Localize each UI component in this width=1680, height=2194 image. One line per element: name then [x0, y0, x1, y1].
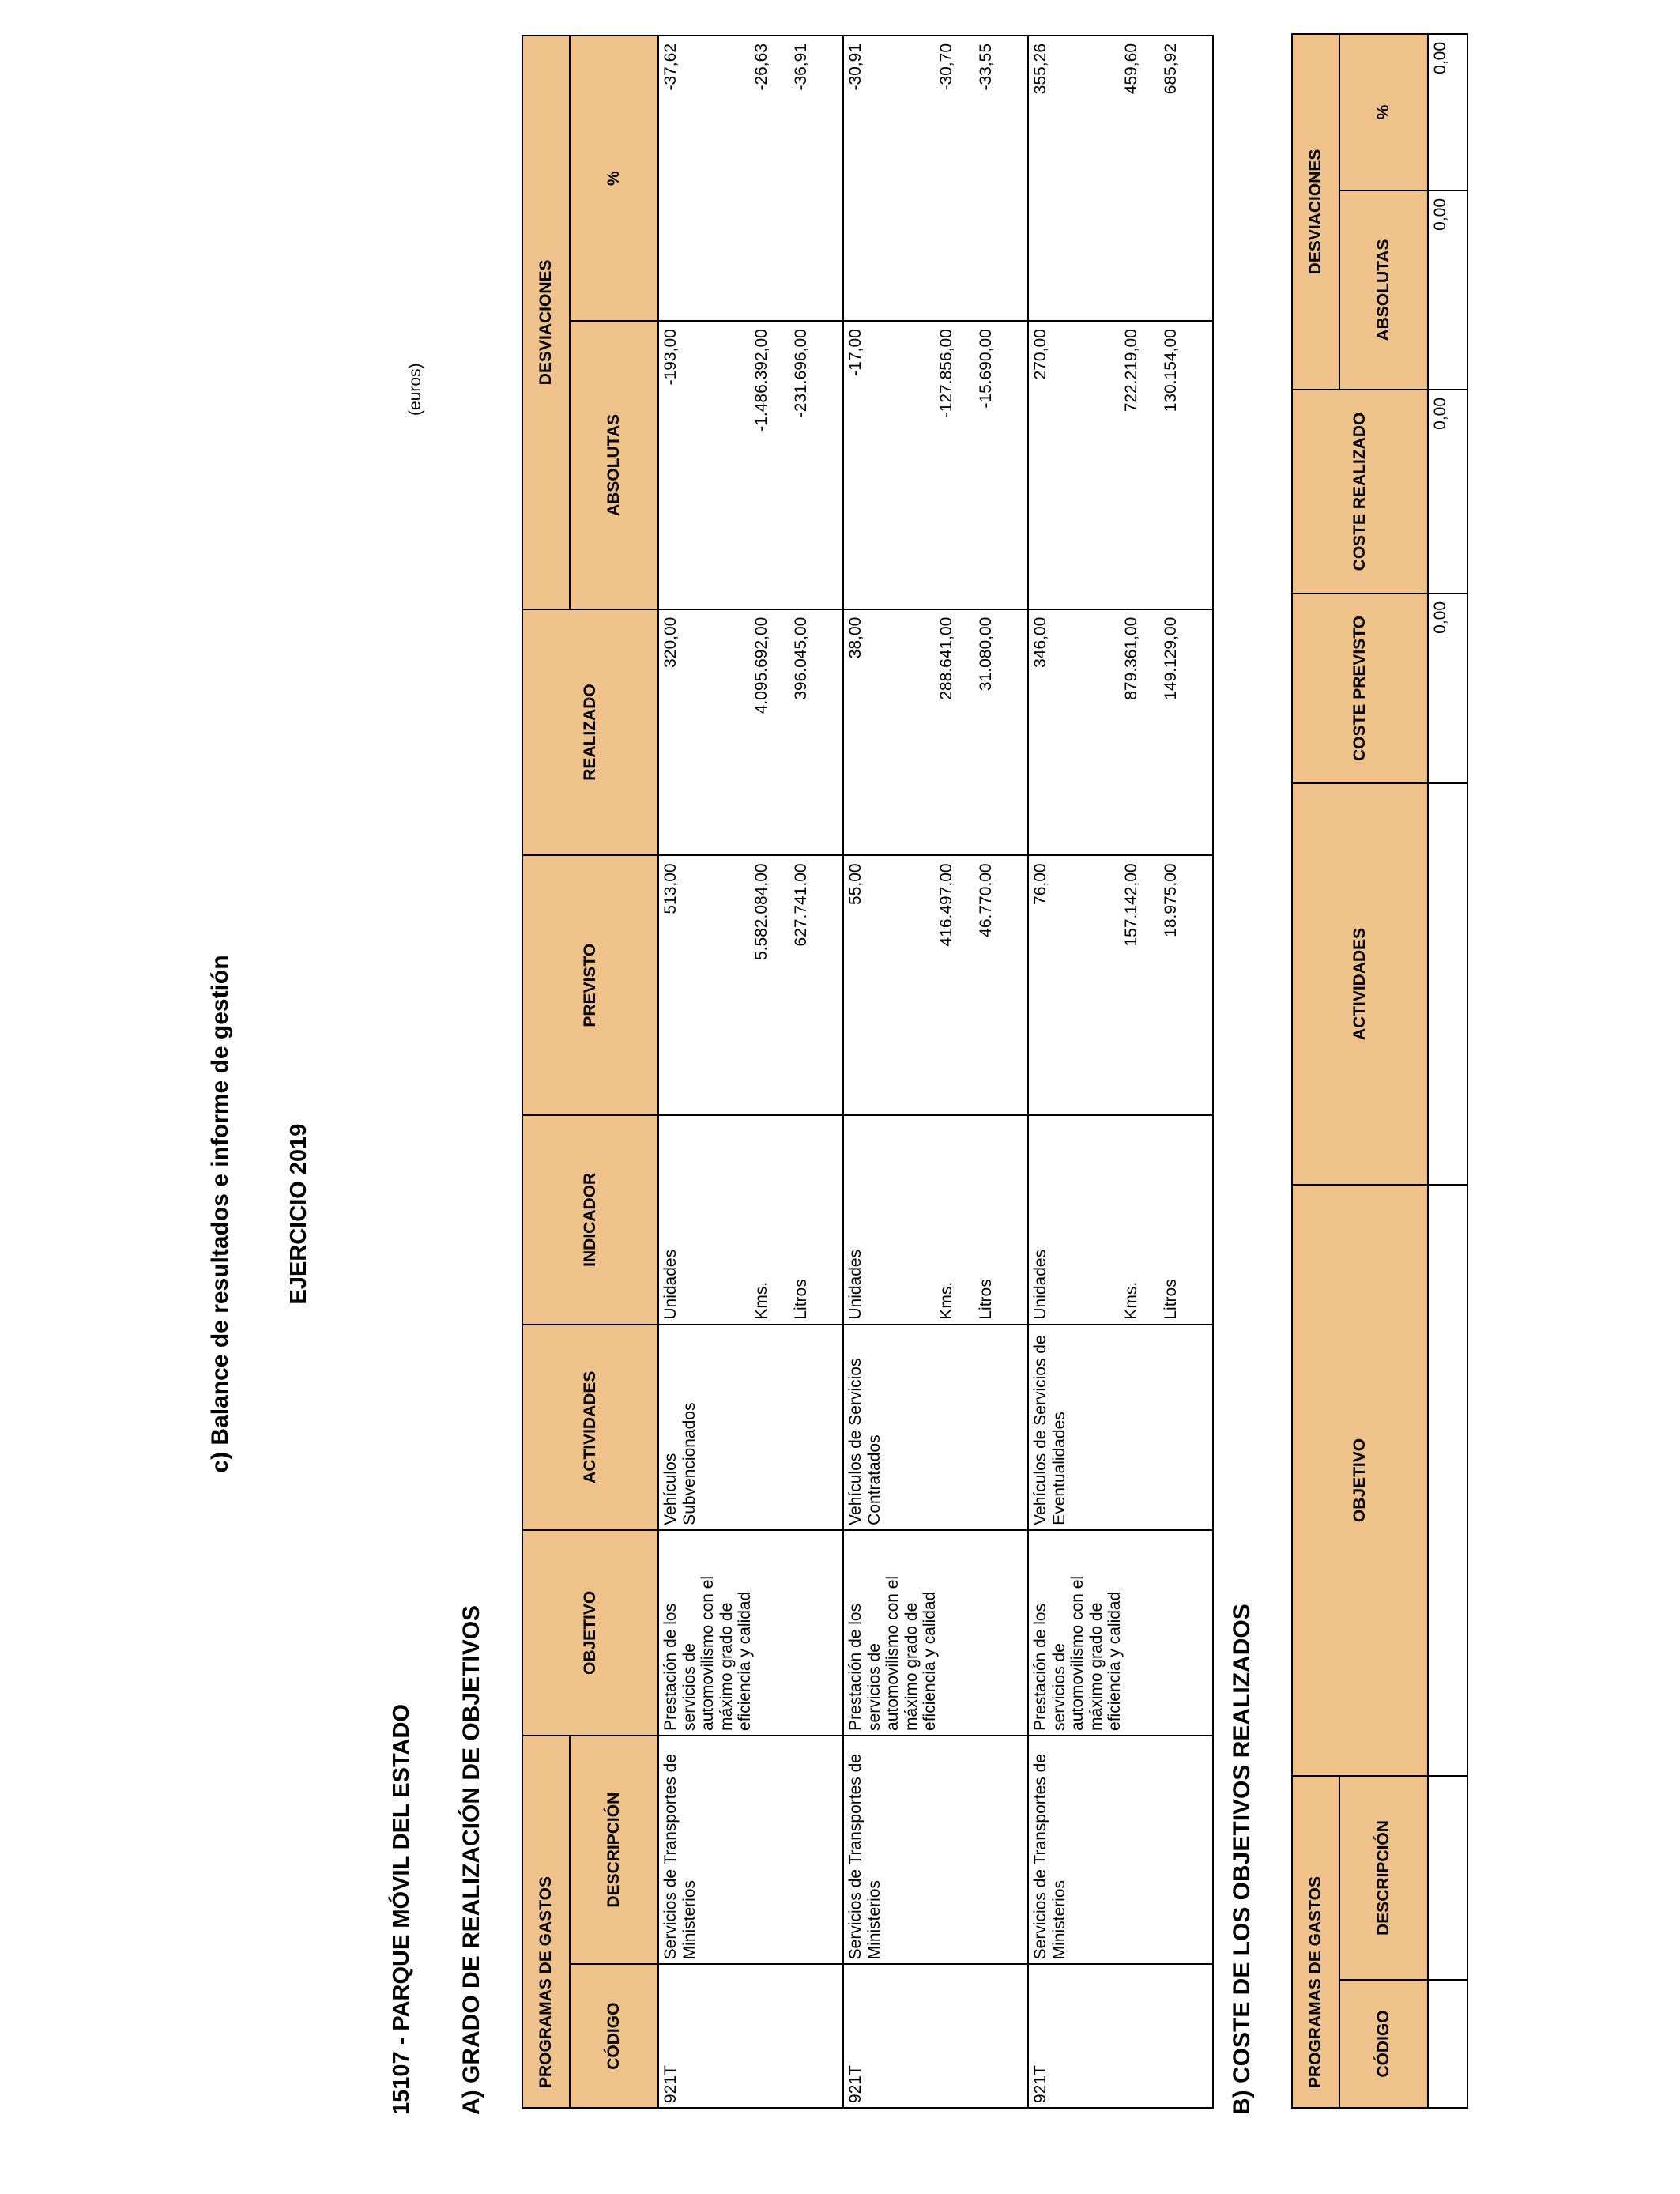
cell-pct-value: 685,92 [1162, 43, 1180, 95]
cell-realizado-value: 320,00 [661, 616, 680, 668]
cell-pct-value: -30,91 [846, 43, 864, 91]
table-row [1028, 36, 1213, 2108]
cell-pct-value: 355,26 [1031, 43, 1049, 95]
cell-codigo [658, 1964, 843, 2108]
cell-previsto-value: 627.741,00 [792, 863, 810, 947]
header-pct: % [570, 36, 658, 321]
objectives-table [522, 35, 1214, 2109]
header-coste-realizado: COSTE REALIZADO [1292, 390, 1428, 594]
cell-pct-value: -26,63 [752, 43, 770, 91]
cell-realizado [843, 609, 1028, 856]
header-pct-b: % [1339, 34, 1428, 190]
cost-table [1291, 33, 1468, 2109]
cell-indicador-value: Kms. [937, 1281, 955, 1320]
cell-indicador-value: Unidades [846, 1249, 864, 1320]
cell-previsto-value: 513,00 [661, 863, 680, 914]
cell-absolutas-value: -231.696,00 [792, 329, 810, 418]
cell-actividades [1028, 1325, 1213, 1530]
cell-absolutas-value: -127.856,00 [937, 329, 955, 418]
cell-realizado-value: 149.129,00 [1162, 616, 1180, 700]
cell-previsto-value: 5.582.084,00 [752, 863, 770, 961]
cell-realizado-value: 288.641,00 [937, 616, 955, 700]
cell-indicador-value: Litros [1162, 1279, 1180, 1320]
cell-codigo [1028, 1964, 1213, 2108]
cell-previsto [1028, 855, 1213, 1115]
units-label: (euros) [406, 363, 424, 416]
cell-absolutas-value: -17,00 [846, 329, 864, 376]
header-desviaciones: DESVIACIONES [522, 36, 570, 609]
cell-absolutas-value: -193,00 [661, 329, 680, 386]
cell-actividades-text: Vehículos de Servicios Contratados [846, 1358, 883, 1525]
report-title: c) Balance de resultados e informe de gestión [207, 955, 233, 1473]
cell-coste-realizado: 0,00 [1428, 390, 1467, 594]
cell-pct: 0,00 [1428, 34, 1467, 190]
cell-indicador [1028, 1115, 1213, 1325]
cell-objetivo [1428, 1185, 1467, 1776]
header-codigo: CÓDIGO [570, 1964, 658, 2108]
section-a-title: A) GRADO DE REALIZACIÓN DE OBJETIVOS [458, 1604, 484, 2115]
cell-realizado [658, 609, 843, 856]
cell-absolutas-value: 722.219,00 [1122, 329, 1140, 413]
cell-actividades [1428, 783, 1467, 1185]
cell-pct-value: 459,60 [1122, 43, 1140, 95]
cell-absolutas: 0,00 [1428, 190, 1467, 390]
cell-absolutas [658, 321, 843, 609]
table-row [658, 36, 843, 2108]
cell-actividades [843, 1325, 1028, 1530]
cell-pct [843, 36, 1028, 321]
cell-codigo [1428, 1980, 1467, 2108]
cell-previsto-value: 18.975,00 [1162, 863, 1180, 937]
cell-actividades-text: Vehículos Subvencionados [661, 1402, 699, 1525]
cell-objetivo [843, 1530, 1028, 1736]
cell-codigo-text: 921T [661, 2065, 680, 2103]
cell-indicador [658, 1115, 843, 1325]
cell-pct [1028, 36, 1213, 321]
cell-objetivo-text: Prestación de los servicios de automovilismo con el máximo grado de eficiencia y calidad [846, 1575, 940, 1731]
cell-objetivo [1028, 1530, 1213, 1736]
cell-previsto-value: 76,00 [1031, 863, 1049, 905]
cell-descripcion-text: Servicios de Transportes de Ministerios [1031, 1754, 1068, 1960]
cell-previsto-value: 416.497,00 [937, 863, 955, 947]
cell-pct [658, 36, 843, 321]
cell-previsto-value: 55,00 [846, 863, 864, 905]
cell-realizado-value: 38,00 [846, 616, 864, 659]
cell-descripcion [658, 1736, 843, 1964]
cell-objetivo-text: Prestación de los servicios de automovilismo con el máximo grado de eficiencia y calidad [1031, 1575, 1124, 1731]
section-b-title: B) COSTE DE LOS OBJETIVOS REALIZADOS [1229, 1604, 1255, 2115]
header-actividades-b: ACTIVIDADES [1292, 783, 1428, 1185]
cell-indicador-value: Unidades [661, 1249, 680, 1320]
header-absolutas-b: ABSOLUTAS [1339, 190, 1428, 390]
exercise-year: EJERCICIO 2019 [286, 1123, 311, 1305]
cell-previsto-value: 157.142,00 [1122, 863, 1140, 947]
cell-indicador-value: Unidades [1031, 1249, 1049, 1320]
cell-previsto [658, 855, 843, 1115]
header-programas: PROGRAMAS DE GASTOS [522, 1736, 570, 2108]
cell-codigo-text: 921T [846, 2065, 864, 2103]
organization-title: 15107 - PARQUE MÓVIL DEL ESTADO [389, 1704, 414, 2115]
cell-actividades [658, 1325, 843, 1530]
table-row [843, 36, 1028, 2108]
header-indicador: INDICADOR [522, 1115, 658, 1325]
cell-pct-value: -36,91 [792, 43, 810, 91]
cell-descripcion-text: Servicios de Transportes de Ministerios [846, 1754, 883, 1960]
cell-realizado [1028, 609, 1213, 856]
cell-codigo [843, 1964, 1028, 2108]
header-objetivo-b: OBJETIVO [1292, 1185, 1428, 1776]
cell-absolutas [843, 321, 1028, 609]
table-row [1428, 34, 1467, 2108]
cell-indicador-value: Kms. [752, 1281, 770, 1320]
cell-descripcion [1028, 1736, 1213, 1964]
cell-absolutas-value: -1.486.392,00 [752, 329, 770, 432]
cell-previsto-value: 46.770,00 [977, 863, 995, 937]
cell-coste-previsto: 0,00 [1428, 594, 1467, 783]
cell-realizado-value: 4.095.692,00 [752, 616, 770, 714]
cell-indicador-value: Litros [792, 1279, 810, 1320]
cell-pct-value: -30,70 [937, 43, 955, 91]
cell-absolutas-value: 130.154,00 [1162, 329, 1180, 413]
header-absolutas: ABSOLUTAS [570, 321, 658, 609]
cell-realizado-value: 396.045,00 [792, 616, 810, 700]
cell-absolutas-value: -15.690,00 [977, 329, 995, 409]
cell-realizado-value: 346,00 [1031, 616, 1049, 668]
header-descripcion-b: DESCRIPCIÓN [1339, 1776, 1428, 1980]
cell-objetivo [658, 1530, 843, 1736]
cell-objetivo-text: Prestación de los servicios de automovilismo con el máximo grado de eficiencia y calidad [661, 1575, 755, 1731]
cell-indicador-value: Litros [977, 1279, 995, 1320]
header-desviaciones-b: DESVIACIONES [1292, 34, 1339, 390]
header-codigo-b: CÓDIGO [1339, 1980, 1428, 2108]
header-realizado: REALIZADO [522, 609, 658, 856]
cell-indicador [843, 1115, 1028, 1325]
header-coste-previsto: COSTE PREVISTO [1292, 594, 1428, 783]
header-programas-b: PROGRAMAS DE GASTOS [1292, 1776, 1339, 2108]
header-actividades: ACTIVIDADES [522, 1325, 658, 1530]
cell-pct-value: -37,62 [661, 43, 680, 91]
cell-previsto [843, 855, 1028, 1115]
cell-descripcion-text: Servicios de Transportes de Ministerios [661, 1754, 699, 1960]
header-previsto: PREVISTO [522, 855, 658, 1115]
cell-actividades-text: Vehículos de Servicios de Eventualidades [1031, 1335, 1068, 1525]
cell-descripcion [1428, 1776, 1467, 1980]
cell-indicador-value: Kms. [1122, 1281, 1140, 1320]
cell-descripcion [843, 1736, 1028, 1964]
header-descripcion: DESCRIPCIÓN [570, 1736, 658, 1964]
cell-absolutas [1028, 321, 1213, 609]
cell-codigo-text: 921T [1031, 2065, 1049, 2103]
cell-realizado-value: 31.080,00 [977, 616, 995, 692]
header-objetivo: OBJETIVO [522, 1530, 658, 1736]
cell-absolutas-value: 270,00 [1031, 329, 1049, 380]
cell-realizado-value: 879.361,00 [1122, 616, 1140, 700]
cell-pct-value: -33,55 [977, 43, 995, 91]
